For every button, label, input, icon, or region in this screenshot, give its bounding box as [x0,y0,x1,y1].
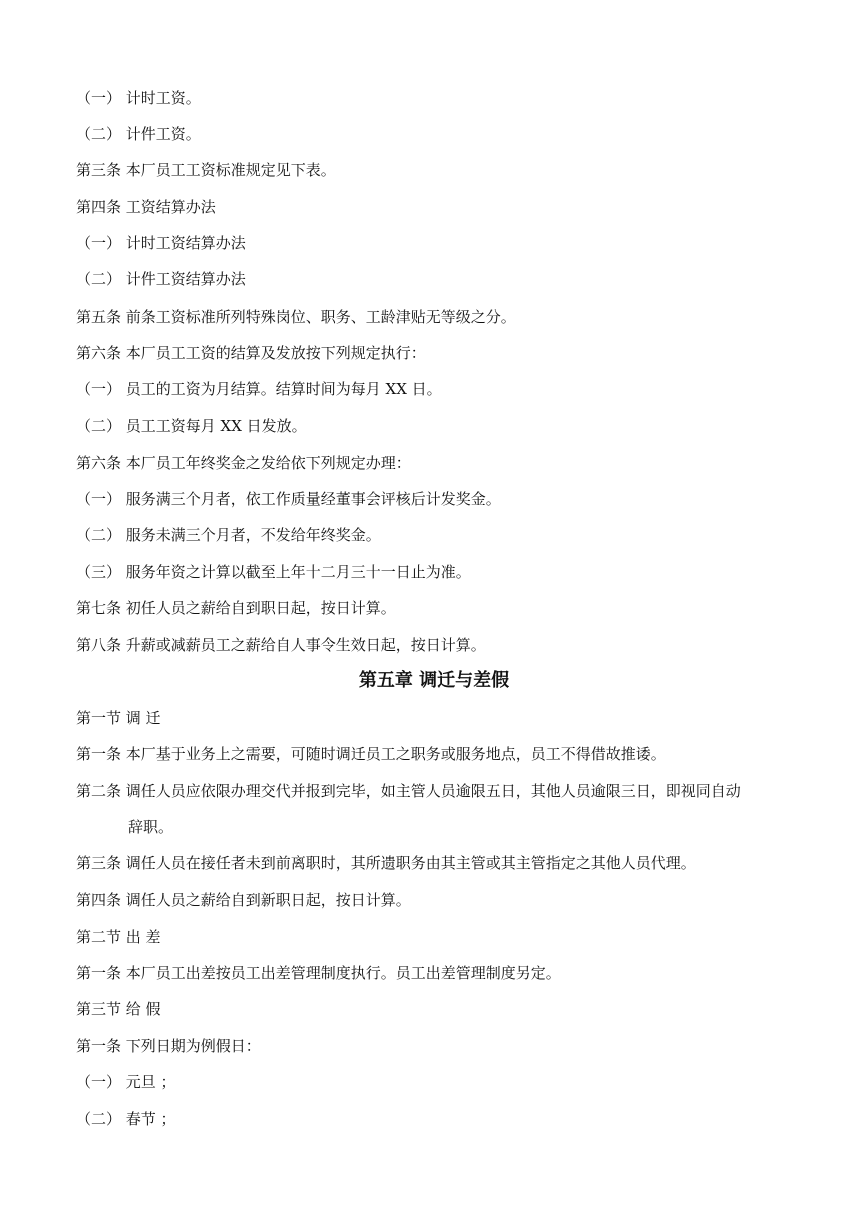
text-line: （一） 服务满三个月者，依工作质量经董事会评核后计发奖金。 [76,490,501,508]
text-line: 第三条 调任人员在接任者未到前离职时，其所遗职务由其主管或其主管指定之其他人员代理。 [76,854,696,872]
text-line: （一） 计时工资。 [76,89,201,107]
text-line: 第二条 调任人员应依限办理交代并报到完毕，如主管人员逾限五日，其他人员逾限三日，即视同自动 [76,782,741,800]
text-line-continuation: 辞职。 [128,818,174,836]
chapter-heading: 第五章 调迁与差假 [358,670,510,691]
text-line: 第七条 初任人员之薪给自到职日起，按日计算。 [76,599,396,617]
text-line: 第四条 工资结算办法 [76,198,216,216]
text-line: （二） 春节 ； [76,1110,176,1128]
text-line: 第四条 调任人员之薪给自到新职日起，按日计算。 [76,891,411,909]
text-line: 第六条 本厂员工工资的结算及发放按下列规定执行： [76,344,426,362]
text-line: （二） 计件工资。 [76,125,201,143]
text-line: 第八条 升薪或减薪员工之薪给自人事令生效日起，按日计算。 [76,636,486,654]
text-line: （二） 计件工资结算办法 [76,270,246,288]
text-line: 第三条 本厂员工工资标准规定见下表。 [76,161,336,179]
text-line: （三） 服务年资之计算以截至上年十二月三十一日止为准。 [76,563,471,581]
text-line: （二） 服务未满三个月者，不发给年终奖金。 [76,526,381,544]
text-line: （一） 员工的工资为月结算。结算时间为每月 XX 日。 [76,380,442,398]
text-line: 第一条 下列日期为例假日： [76,1037,261,1055]
text-line: （一） 元旦 ； [76,1073,176,1091]
section-heading: 第二节 出 差 [76,928,161,946]
text-line: （一） 计时工资结算办法 [76,234,246,252]
section-heading: 第三节 给 假 [76,1000,161,1018]
text-line: 第一条 本厂基于业务上之需要，可随时调迁员工之职务或服务地点，员工不得借故推诿。 [76,745,666,763]
text-line: 第一条 本厂员工出差按员工出差管理制度执行。员工出差管理制度另定。 [76,964,561,982]
section-heading: 第一节 调 迁 [76,709,161,727]
text-line: 第五条 前条工资标准所列特殊岗位、职务、工龄津贴无等级之分。 [76,308,516,326]
text-line: 第六条 本厂员工年终奖金之发给依下列规定办理： [76,454,411,472]
text-line: （二） 员工工资每月 XX 日发放。 [76,417,307,435]
